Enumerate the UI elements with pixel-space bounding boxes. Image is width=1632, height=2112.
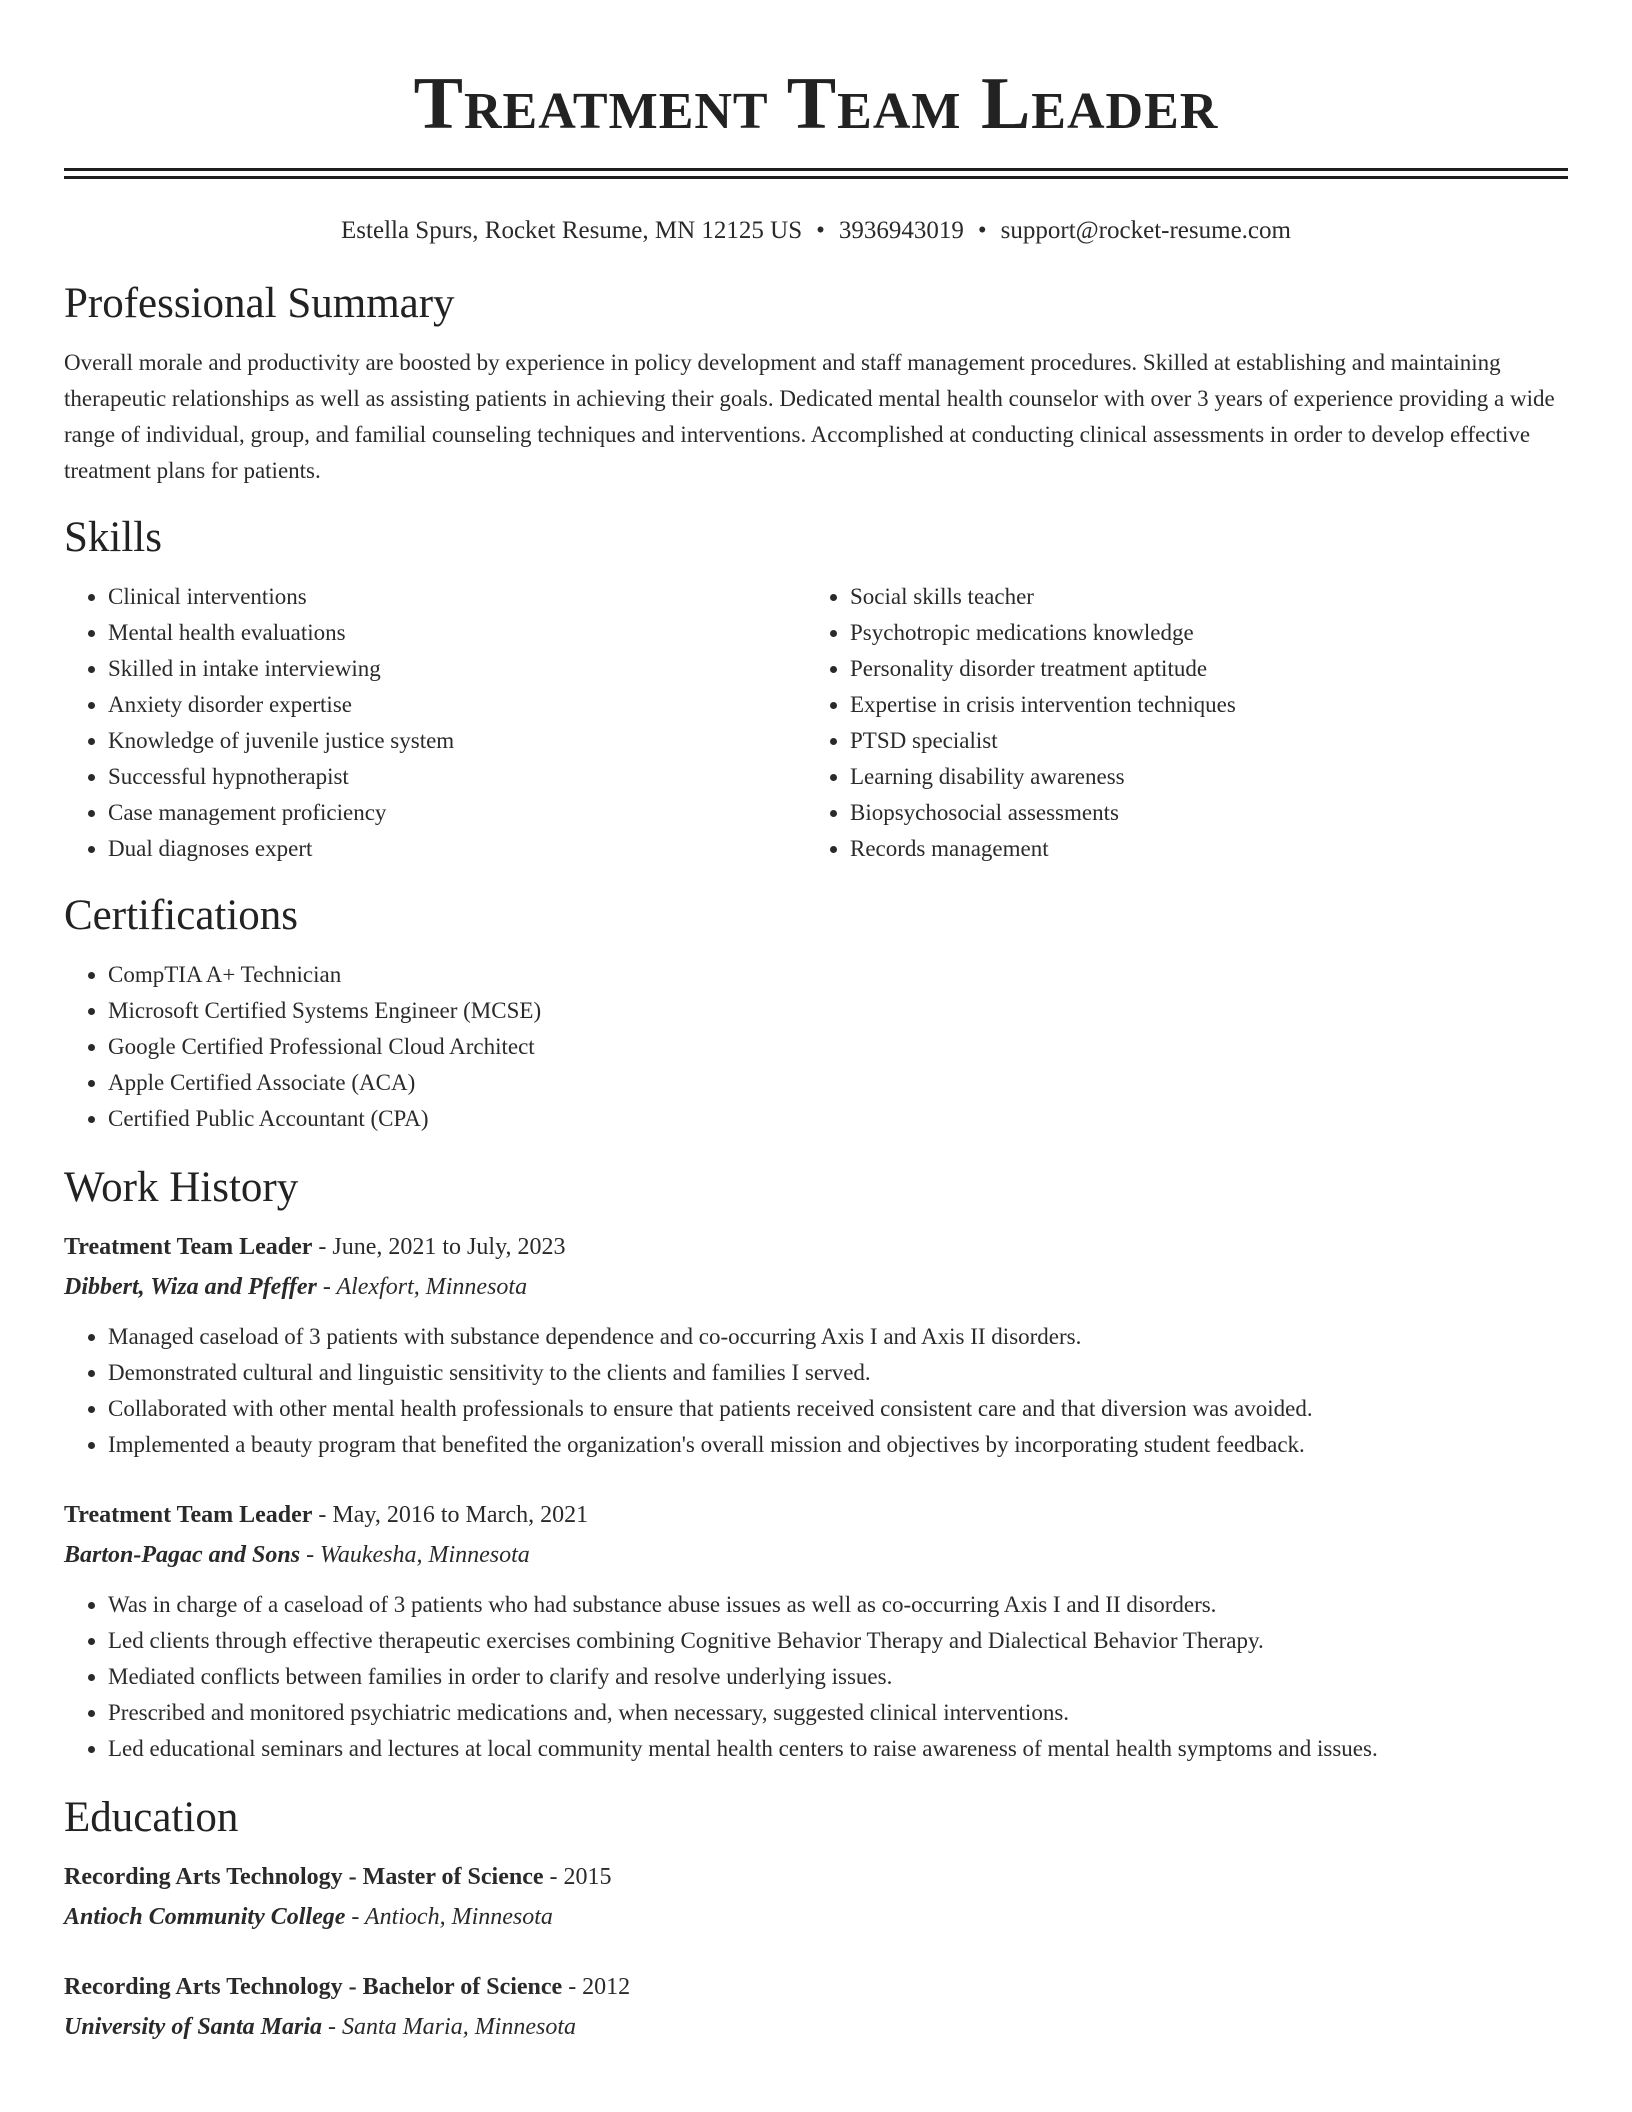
contact-email: support@rocket-resume.com <box>1000 217 1291 244</box>
job-entry <box>64 1227 1568 1463</box>
contact-separator: • <box>977 217 987 244</box>
education-entry <box>64 1857 1568 1937</box>
education-degree: Recording Arts Technology - Bachelor of Science <box>64 1974 563 2000</box>
job-bullet: • Mediated conflicts between families in order to clarify and resolve underlying issues. <box>108 1659 1568 1695</box>
job-bullet: • Managed caseload of 3 patients with substance dependence and co-occurring Axis I and Axis II disorders. <box>108 1319 1568 1355</box>
skill-item: • Case management proficiency <box>108 795 806 831</box>
job-location: - Alexfort, Minnesota <box>316 1274 528 1300</box>
job-company-line <box>64 1535 1568 1575</box>
skill-item: • PTSD specialist <box>850 723 1548 759</box>
skill-item: • Learning disability awareness <box>850 759 1548 795</box>
job-location: - Waukesha, Minnesota <box>300 1542 530 1568</box>
education-degree: Recording Arts Technology - Master of Science <box>64 1864 544 1890</box>
contact-address: Estella Spurs, Rocket Resume, MN 12125 US <box>341 217 803 244</box>
job-bullet: • Led educational seminars and lectures at local community mental health centers to raise awareness of mental health symptoms and issues. <box>108 1731 1568 1767</box>
education-entry <box>64 1967 1568 2047</box>
resume-title: Treatment Team Leader <box>413 63 1219 145</box>
certification-item: • Microsoft Certified Systems Engineer (MCSE) <box>108 993 1568 1029</box>
certification-item: • Google Certified Professional Cloud Architect <box>108 1029 1568 1065</box>
job-bullet: • Collaborated with other mental health professionals to ensure that patients received consistent care and that diversion was avoided. <box>108 1391 1568 1427</box>
job-company-line <box>64 1267 1568 1307</box>
skill-item: • Knowledge of juvenile justice system <box>108 723 806 759</box>
job-bullets <box>64 1319 1568 1463</box>
job-title: Treatment Team Leader <box>64 1234 313 1260</box>
job-bullet: • Prescribed and monitored psychiatric medications and, when necessary, suggested clinical interventions. <box>108 1695 1568 1731</box>
skill-item: • Successful hypnotherapist <box>108 759 806 795</box>
education-school: Antioch Community College <box>64 1904 346 1930</box>
skills-section <box>64 511 1568 867</box>
work-history-heading: Work History <box>64 1164 299 1211</box>
skill-item: • Dual diagnoses expert <box>108 831 806 867</box>
education-year: - 2012 <box>562 1974 631 2000</box>
education-location: - Santa Maria, Minnesota <box>322 2014 577 2040</box>
certification-item: • Apple Certified Associate (ACA) <box>108 1065 1568 1101</box>
skills-list-left <box>64 579 806 867</box>
job-bullet: • Implemented a beauty program that benefited the organization's overall mission and objectives by incorporating student feedback. <box>108 1427 1568 1463</box>
summary-section <box>64 277 1568 489</box>
certifications-list <box>64 957 1568 1137</box>
certifications-section <box>64 889 1568 1137</box>
job-bullet: • Led clients through effective therapeutic exercises combining Cognitive Behavior Therapy and Dialectical Behavior Therapy. <box>108 1623 1568 1659</box>
skill-item: • Mental health evaluations <box>108 615 806 651</box>
work-history-section <box>64 1161 1568 1767</box>
job-title-line <box>64 1227 1568 1267</box>
summary-text: Overall morale and productivity are boosted by experience in policy development and staff management procedures. Skilled at establishing and maintaining therapeutic relationships as well as assisting patients in achieving their goals. Dedicated mental health counselor with over 3 years of experience providing a wide range of individual, group, and familial counseling techniques and interventions. Accomplished at conducting clinical assessments in order to develop effective treatment plans for patients. <box>64 350 1555 483</box>
job-bullet: • Demonstrated cultural and linguistic sensitivity to the clients and families I served. <box>108 1355 1568 1391</box>
skill-item: • Records management <box>850 831 1548 867</box>
education-section <box>64 1791 1568 2047</box>
skills-list-right <box>806 579 1548 867</box>
skill-item: • Psychotropic medications knowledge <box>850 615 1548 651</box>
education-school: University of Santa Maria <box>64 2014 323 2040</box>
job-bullet: • Was in charge of a caseload of 3 patients who had substance abuse issues as well as co-occurring Axis I and II disorders. <box>108 1587 1568 1623</box>
job-company: Barton-Pagac and Sons <box>64 1542 301 1568</box>
contact-separator: • <box>816 217 825 244</box>
certifications-heading: Certifications <box>64 892 299 939</box>
skill-item: • Skilled in intake interviewing <box>108 651 806 687</box>
education-heading: Education <box>64 1794 239 1841</box>
education-school-line <box>64 2007 1568 2047</box>
job-dates: - June, 2021 to July, 2023 <box>312 1234 566 1260</box>
skill-item: • Biopsychosocial assessments <box>850 795 1548 831</box>
skills-heading: Skills <box>64 514 162 561</box>
job-dates: - May, 2016 to March, 2021 <box>312 1502 589 1528</box>
education-year: - 2015 <box>543 1864 612 1890</box>
summary-heading: Professional Summary <box>64 280 455 327</box>
skills-columns <box>64 579 1568 867</box>
education-degree-line <box>64 1857 1568 1897</box>
job-title-line <box>64 1495 1568 1535</box>
job-company: Dibbert, Wiza and Pfeffer <box>64 1274 317 1300</box>
job-title: Treatment Team Leader <box>64 1502 313 1528</box>
education-school-line <box>64 1897 1568 1937</box>
skill-item: • Clinical interventions <box>108 579 806 615</box>
contact-line <box>64 215 1568 247</box>
skill-item: • Anxiety disorder expertise <box>108 687 806 723</box>
job-bullets <box>64 1587 1568 1767</box>
skill-item: • Social skills teacher <box>850 579 1548 615</box>
education-location: - Antioch, Minnesota <box>345 1904 553 1930</box>
title-divider <box>64 168 1568 179</box>
education-degree-line <box>64 1967 1568 2007</box>
skill-item: • Expertise in crisis intervention techniques <box>850 687 1548 723</box>
certification-item: • Certified Public Accountant (CPA) <box>108 1101 1568 1137</box>
contact-phone: 3936943019 <box>838 217 964 244</box>
certification-item: • CompTIA A+ Technician <box>108 957 1568 993</box>
job-entry <box>64 1495 1568 1767</box>
skill-item: • Personality disorder treatment aptitude <box>850 651 1548 687</box>
